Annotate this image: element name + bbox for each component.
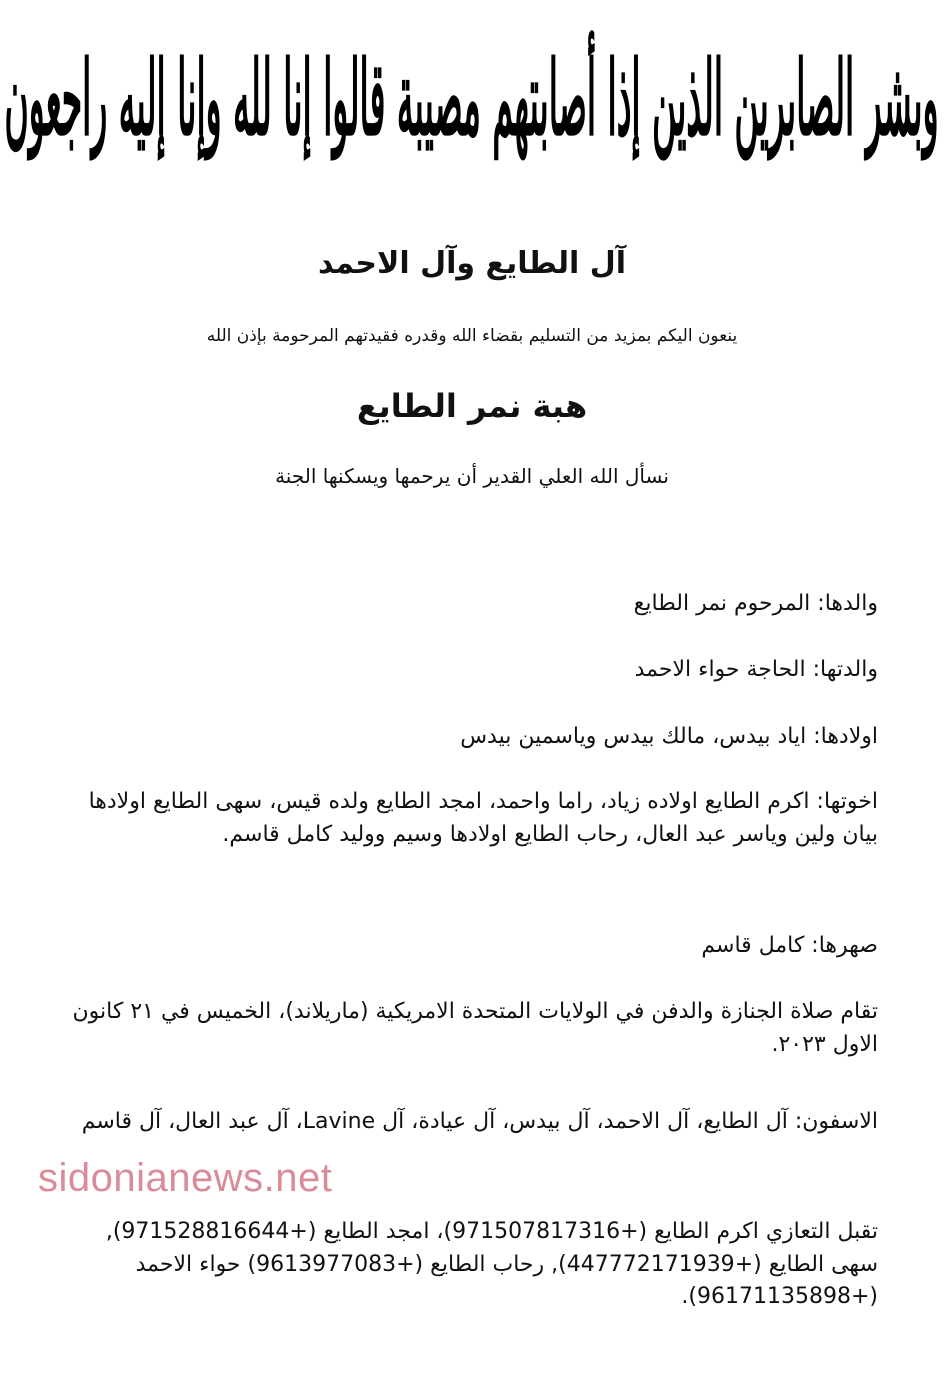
father-line: والدها: المرحوم نمر الطايع [633, 591, 878, 616]
family-names-title: آل الطايع وآل الاحمد [317, 246, 627, 281]
mourners-paragraph: الاسفون: آل الطايع، آل الاحمد، آل بيدس، آل عيادة، آل Lavine، آل عبد العال، آل قاسم [81, 1109, 878, 1134]
announcement-line: ينعون اليكم بمزيد من التسليم بقضاء الله وقدره فقيدتهم المرحومة بإذن الله [206, 326, 738, 346]
condolences-paragraph: تقبل التعازي اكرم الطايع (+971507817316)، امجد الطايع (+971528816644), سهى الطايع (+447772171939), رحاب الطايع (+9613977083) حواء الاحمد (+96171135898). [105, 1219, 878, 1310]
calligraphy-text: وبشر الصابرين الذين إذا أصابتهم مصيبة قالوا إنا لله وإنا إليه راجعون [4, 37, 940, 159]
siblings-paragraph: اخوتها: اكرم الطايع اولاده زياد، راما واحمد، امجد الطايع ولده قيس، سهى الطايع اولادها بيان ولين وياسر عبد العال، رحاب الطايع اولادها وسيم ووليد كامل قاسم. [88, 789, 878, 847]
quran-verse-calligraphy [0, 18, 944, 178]
mother-line: والدتها: الحاجة حواء الاحمد [634, 657, 878, 682]
son-in-law-line: صهرها: كامل قاسم [701, 933, 878, 958]
prayer-line: نسأل الله العلي القدير أن يرحمها ويسكنها الجنة [275, 464, 669, 488]
site-watermark: sidonianews.net [38, 1156, 333, 1200]
deceased-name: هبة نمر الطايع [356, 387, 588, 425]
funeral-paragraph: تقام صلاة الجنازة والدفن في الولايات المتحدة الامريكية (ماريلاند)، الخميس في ٢١ كانون الاول ٢٠٢٣. [72, 999, 878, 1057]
children-line: اولادها: اياد بيدس، مالك بيدس وياسمين بيدس [460, 724, 878, 749]
